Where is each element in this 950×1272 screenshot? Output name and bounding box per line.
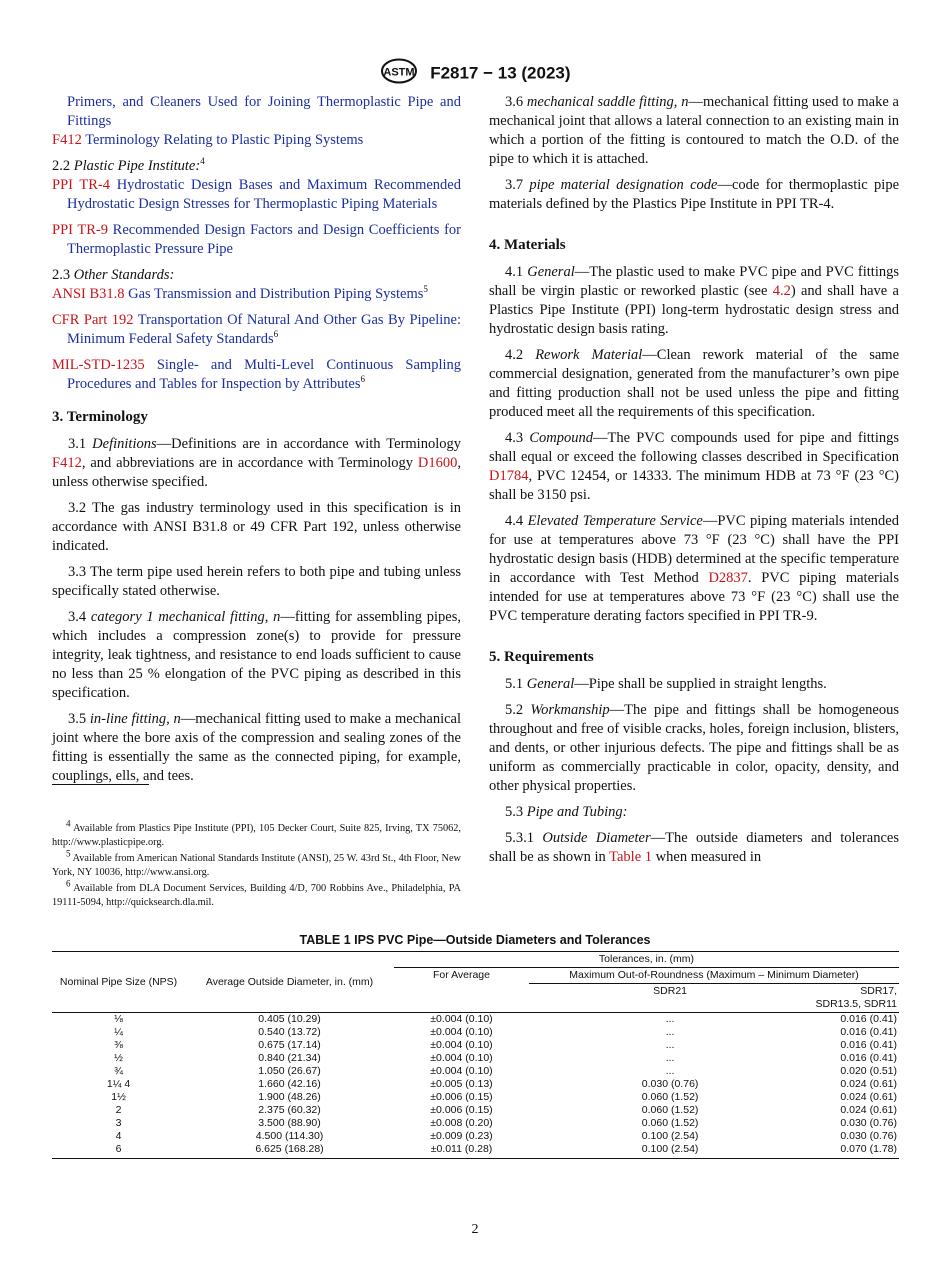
footnote-mark: 6 [66, 878, 71, 889]
table-cell: ⅛ [114, 1013, 123, 1025]
reference-entry [52, 221, 461, 259]
para-5-3 [489, 803, 899, 822]
header-od: Average Outside Diameter, in. (mm) [185, 952, 394, 1013]
section-2-2 [52, 157, 461, 176]
table-cell: ±0.004 (0.10) [430, 1026, 493, 1038]
text: when measured in [652, 849, 762, 865]
table-row [52, 1117, 899, 1130]
table-cell: 0.540 (13.72) [258, 1026, 321, 1038]
table-cell: ±0.006 (0.15) [430, 1091, 493, 1103]
text: , unless otherwise specified. [52, 455, 461, 490]
table-cell: ... [665, 1039, 675, 1051]
link-d1600[interactable]: D1600 [417, 455, 458, 471]
reference-entry [52, 131, 461, 150]
para-number: 3.6 [505, 94, 524, 110]
footnotes [52, 818, 461, 912]
footnote-mark: 4 [66, 818, 71, 829]
table-cell: ... [665, 1013, 675, 1025]
term: category 1 mechanical fitting, n [90, 609, 281, 625]
table-row [52, 1026, 899, 1039]
footnote-mark: 6 [360, 374, 365, 385]
table-cell: ¼ [114, 1026, 123, 1038]
table-cell: 0.060 (1.52) [641, 1091, 699, 1103]
table-cell: ±0.005 (0.13) [430, 1078, 493, 1090]
table-cell: ±0.008 (0.20) [430, 1117, 493, 1129]
text: —Pipe shall be supplied in straight lengths. [574, 676, 827, 692]
para-3-5 [52, 710, 461, 786]
reference-title[interactable]: Hydrostatic Design Bases and Maximum Recommended Hydrostatic Design Stresses for Thermoplastic Piping Materials [67, 177, 461, 212]
text: —fitting for assembling pipes, which includes a compression zone(s) to provide for pressure integrity, leak tightness, and resistance to end loads sufficient to cause no less than 25 % elongation of the PVC piping as described in this specification. [52, 609, 461, 701]
table-body [52, 1013, 899, 1159]
text: . PVC piping materials intended for use at temperatures above 73 °F (23 °C) shall use the PVC temperature derating factors specified in PPI TR-9. [489, 570, 899, 624]
term: Compound [529, 430, 593, 446]
text: —The plastic used to make PVC pipe and PVC fittings shall be virgin plastic or reworked plastic (see [489, 264, 900, 299]
header-for-average: For Average [432, 969, 490, 981]
text: —The pipe and fittings shall be homogeneous throughout and free of visible cracks, holes, foreign inclusion, blisters, and dents, or other injurious defects. The pipe and fittings shall be as uniform as commercially practicable in color, opacity, density, and other physical properties. [489, 702, 900, 794]
para-number: 4.2 [505, 347, 524, 363]
heading-terminology: 3. Terminology [52, 409, 148, 425]
para-number: 5.3.1 [505, 830, 534, 846]
table-cell: 6.625 (168.28) [185, 1143, 394, 1159]
table-container [52, 951, 899, 1159]
header-tolerances: Tolerances, in. (mm) [394, 952, 899, 968]
footnote-text: Available from DLA Document Services, Building 4/D, 700 Robbins Ave., Philadelphia, PA 19111-5094, http://quicksearch.dla.mil. [52, 883, 461, 908]
para-number: 3.4 [68, 609, 87, 625]
para-number: 4.1 [505, 264, 524, 280]
table-cell: 0.016 (0.41) [840, 1026, 897, 1038]
table-row [52, 1039, 899, 1052]
term: Definitions [92, 436, 157, 452]
table-cell: ±0.009 (0.23) [430, 1130, 493, 1142]
para-5-1 [489, 675, 899, 694]
footnote-rule [52, 784, 149, 785]
reference-title[interactable]: Single- and Multi-Level Continuous Sampling Procedures and Tables for Inspection by Attributes [67, 357, 461, 392]
table-cell: 4 [115, 1130, 122, 1142]
reference-code-link[interactable]: PPI TR-9 [52, 222, 108, 238]
term: General [526, 676, 575, 692]
table-cell: ±0.004 (0.10) [430, 1065, 493, 1077]
term: General [527, 264, 575, 280]
table-cell: 0.016 (0.41) [840, 1052, 897, 1064]
table-cell: 2.375 (60.32) [258, 1104, 321, 1116]
header-sdr21: SDR21 [653, 985, 688, 997]
references-other [52, 285, 461, 394]
astm-logo-icon [379, 58, 419, 89]
header-nps: Nominal Pipe Size (NPS) [52, 952, 185, 1013]
table-cell: 0.030 (0.76) [840, 1130, 897, 1142]
footnote-text: Available from Plastics Pipe Institute (PPI), 105 Decker Court, Suite 825, Irving, TX 75062, http://www.plasticpipe.org. [52, 823, 461, 848]
table-cell: 1.050 (26.67) [258, 1065, 321, 1077]
para-number: 4.4 [505, 513, 524, 529]
reference-code-link[interactable]: PPI TR-4 [52, 177, 110, 193]
para-3-4 [52, 608, 461, 703]
table-row [52, 1143, 899, 1159]
svg-text:ASTM: ASTM [383, 66, 416, 79]
para-4-3 [489, 429, 899, 505]
heading-requirements: 5. Requirements [489, 649, 594, 665]
table-cell: ... [665, 1065, 675, 1077]
reference-code-link[interactable]: MIL-STD-1235 [52, 357, 145, 373]
reference-title[interactable]: Gas Transmission and Distribution Piping Systems [128, 286, 424, 302]
text: —Definitions are in accordance with Terminology [156, 436, 461, 452]
header-sdr17: SDR17, SDR13.5, SDR11 [815, 985, 897, 1010]
references-astm [52, 131, 461, 150]
footnote-mark: 5 [423, 284, 428, 295]
text: , and abbreviations are in accordance with Terminology [81, 455, 418, 471]
section-title: Other Standards: [73, 267, 175, 283]
section-2-3 [52, 266, 461, 285]
para-number: 5.2 [505, 702, 524, 718]
text: —code for thermoplastic pipe materials defined by the Plastics Pipe Institute in PPI TR-4. [489, 177, 900, 212]
reference-title[interactable]: Recommended Design Factors and Design Coefficients for Thermoplastic Pressure Pipe [67, 222, 461, 257]
table-cell: 0.840 (21.34) [258, 1052, 321, 1064]
table-cell: ½ [114, 1052, 123, 1064]
reference-code-link[interactable]: CFR Part 192 [52, 312, 134, 328]
link-table-1[interactable]: Table 1 [609, 849, 653, 865]
para-number: 5.3 [505, 804, 524, 820]
para-number: 3.1 [68, 436, 87, 452]
page-header [0, 58, 950, 89]
table-cell: 0.070 (1.78) [811, 1143, 899, 1159]
table-cell: 0.060 (1.52) [641, 1104, 699, 1116]
designation: F2817 − 13 (2023) [430, 63, 571, 83]
table-cell: 0.060 (1.52) [641, 1117, 699, 1129]
table-cell: 4.500 (114.30) [255, 1130, 324, 1142]
para-4-1 [489, 263, 899, 339]
ref-continuation: Primers, and Cleaners Used for Joining Thermoplastic Pipe and Fittings [67, 94, 461, 129]
table-row [52, 1065, 899, 1078]
page-number: 2 [471, 1222, 479, 1237]
footnote-text: Available from American National Standards Institute (ANSI), 25 W. 43rd St., 4th Floor, New York, NY 10036, http://www.ansi.org. [52, 853, 461, 878]
para-number: 4.3 [505, 430, 524, 446]
para-number: 5.1 [505, 676, 524, 692]
table-cell: 0.405 (10.29) [258, 1013, 321, 1025]
footnote [52, 848, 461, 880]
table-cell: ⅜ [114, 1039, 123, 1051]
table-cell: 0.016 (0.41) [840, 1039, 897, 1051]
table-cell: ... [665, 1052, 675, 1064]
para-4-4 [489, 512, 899, 626]
table-cell: 1.660 (42.16) [258, 1078, 321, 1090]
table-row [52, 1013, 899, 1027]
left-column [52, 93, 461, 793]
term: pipe material designation code [529, 177, 718, 193]
table-row [52, 1078, 899, 1091]
table-cell: ±0.006 (0.15) [430, 1104, 493, 1116]
table-cell: ±0.004 (0.10) [430, 1052, 493, 1064]
table-title: TABLE 1 IPS PVC Pipe—Outside Diameters and Tolerances [299, 933, 651, 947]
section-number: 2.2 [52, 158, 71, 174]
para-5-3-1 [489, 829, 899, 867]
table-cell: 0.024 (0.61) [840, 1104, 897, 1116]
table-row [52, 1091, 899, 1104]
table-cell: ... [665, 1026, 675, 1038]
table-row [52, 1052, 899, 1065]
para-4-2 [489, 346, 899, 422]
term: mechanical saddle fitting, n [526, 94, 689, 110]
footnote [52, 818, 461, 850]
section-title: Plastic Pipe Institute: [73, 158, 201, 174]
para-5-2 [489, 701, 899, 796]
table-cell: 0.030 (0.76) [840, 1117, 897, 1129]
text: —PVC piping materials intended for use at temperatures above 73 °F (23 °C) shall have the PPI hydrostatic design basis (HDB) determined at the specific temperature in accordance with Test Method [489, 513, 899, 586]
table-cell: 0.030 (0.76) [641, 1078, 699, 1090]
para-3-1 [52, 435, 461, 492]
reference-entry [52, 356, 461, 394]
reference-entry [52, 285, 461, 304]
table-cell: 0.100 (2.54) [529, 1143, 811, 1159]
reference-entry [52, 176, 461, 214]
reference-title[interactable]: Transportation Of Natural And Other Gas By Pipeline: Minimum Federal Safety Standards [67, 312, 461, 347]
heading-materials: 4. Materials [489, 237, 566, 253]
table-cell: ¾ [114, 1065, 123, 1077]
table-cell: 0.100 (2.54) [641, 1130, 699, 1142]
link-4-2[interactable]: 4.2 [772, 283, 791, 299]
text: —The outside diameters and tolerances shall be as shown in [489, 830, 900, 865]
table-row [52, 1104, 899, 1117]
term: Workmanship [530, 702, 610, 718]
reference-title[interactable]: Terminology Relating to Plastic Piping Systems [85, 132, 364, 148]
text: —Clean rework material of the same commercial designation, generated from the manufacturer’s own pipe and fitting production shall not be used unless the pipe and fitting produced meet all the requirements of this specification. [489, 347, 899, 420]
text: ) and shall have a Plastics Pipe Institute (PPI) long-term hydrostatic design stress and hydrostatic design basis rating. [489, 283, 899, 337]
text: , PVC 12454, or 14333. The minimum HDB at 73 °F (23 °C) shall be 3150 psi. [489, 468, 899, 503]
table-cell: 3.500 (88.90) [258, 1117, 321, 1129]
table-cell: 1.900 (48.26) [258, 1091, 321, 1103]
table-cell: 0.024 (0.61) [840, 1078, 897, 1090]
dimensions-table [52, 951, 899, 1159]
table-cell: 0.675 (17.14) [258, 1039, 321, 1051]
table-cell: ±0.004 (0.10) [430, 1039, 493, 1051]
reference-code-link[interactable]: F412 [52, 132, 82, 148]
para-3-6 [489, 93, 899, 169]
table-cell: 6 [52, 1143, 185, 1159]
link-d2837[interactable]: D2837 [708, 570, 748, 586]
table-cell: 1½ [111, 1091, 126, 1103]
footnote-mark: 4 [200, 156, 205, 167]
right-column [489, 93, 899, 874]
term: in-line fitting, n [89, 711, 181, 727]
link-f412[interactable]: F412 [52, 455, 82, 471]
table-cell: ±0.011 (0.28) [394, 1143, 529, 1159]
reference-code-link[interactable]: ANSI B31.8 [52, 286, 125, 302]
footnote [52, 878, 461, 910]
table-cell: 2 [115, 1104, 122, 1116]
table-cell: 3 [115, 1117, 122, 1129]
link-d1784[interactable]: D1784 [489, 468, 529, 484]
footnote-mark: 6 [273, 329, 279, 340]
para-3-2: 3.2 The gas industry terminology used in this specification is in accordance with ANSI B31.8 or 49 CFR Part 192, unless otherwise indicated. [52, 500, 461, 554]
text: —The PVC compounds used for pipe and fittings shall equal or exceed the following classes described in Specification [489, 430, 899, 465]
term: Elevated Temperature Service [527, 513, 703, 529]
text: —mechanical fitting used to make a mechanical joint where the bore axis of the compression and sealing zones of the fitting is essentially the same as the connected piping, for example, couplings, ells, and tees. [52, 711, 461, 784]
term: Pipe and Tubing: [526, 804, 628, 820]
para-number: 3.7 [505, 177, 524, 193]
references-ppi [52, 176, 461, 259]
term: Rework Material [535, 347, 643, 363]
term: Outside Diameter [542, 830, 651, 846]
section-number: 2.3 [52, 267, 71, 283]
para-3-3: 3.3 The term pipe used herein refers to both pipe and tubing unless specifically stated otherwise. [52, 564, 461, 599]
table-cell: ±0.004 (0.10) [430, 1013, 493, 1025]
footnote-mark: 5 [66, 848, 71, 859]
table-cell: 0.016 (0.41) [840, 1013, 897, 1025]
table-cell: 1¼ 4 [106, 1078, 131, 1090]
para-3-7 [489, 176, 899, 214]
reference-entry [52, 311, 461, 349]
text: —mechanical fitting used to make a mechanical joint that allows a lateral connection to an existing main in which a portion of the fitting is contoured to match the O.D. of the pipe to which it is attached. [489, 94, 899, 167]
table-row [52, 1130, 899, 1143]
para-number: 3.5 [68, 711, 87, 727]
header-out-of-roundness: Maximum Out-of-Roundness (Maximum – Minimum Diameter) [529, 968, 899, 984]
table-cell: 0.024 (0.61) [840, 1091, 897, 1103]
table-cell: 0.020 (0.51) [840, 1065, 897, 1077]
